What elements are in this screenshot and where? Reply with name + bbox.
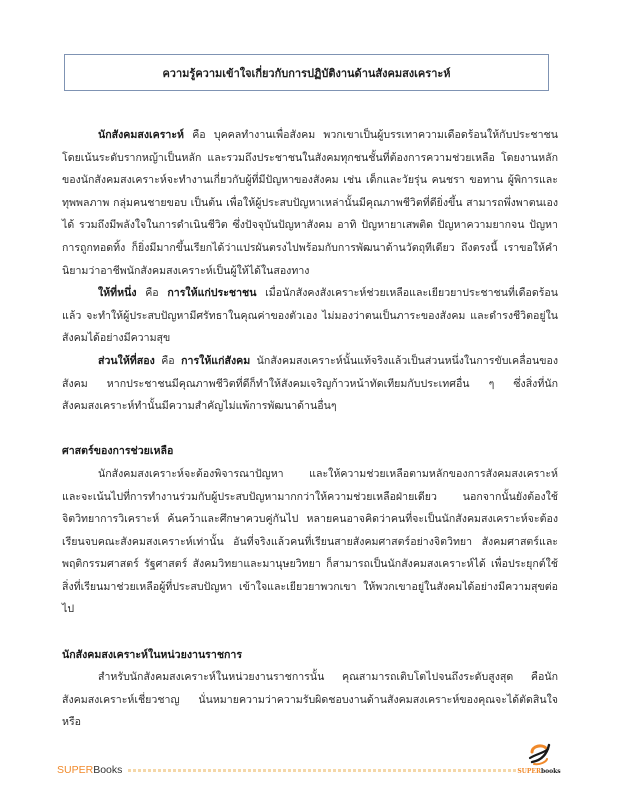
first-text: เมื่อนักสังคงสังเคราะห์ช่วยเหลือและเยียวยาประชาชนที่เดือดร้อนแล้ว จะทำให้ผู้ประสบปัญหามีศรัทธาในคุณค่าของตัวเอง ไม่มองว่าตนเป็นภาระของสังคม และดำรงชีวิตอยู่ในสังคมได้อย่างมีความสุข [62, 287, 559, 345]
section-paragraph-science-of-helping: นักสังคมสงเคราะห์จะต้องพิจารณาปัญหา และให้ความช่วยเหลือตามหลักของการสังคมสงเคราะห์ และจะเน้นไปที่การทำงานร่วมกับผู้ประสบปัญหามากกว่าให้ความช่วยเหลือฝ่ายเดียว นอกจากนั้นยังต้องใช้จิตวิทยาการวิเคราะห์ ค้นคว้าและศึกษาควบคู่กันไป หลายคนอาจคิดว่าคนที่จะเป็นนักสังคมสงเคราะห์จะต้องเรียนจบคณะสังคมสงเคราะห์เท่านั้น อันที่จริงแล้วคนที่เรียนสายสังคมศาสตร์อย่างจิตวิทยา สังคมศาสตร์และพฤติกรรมศาสตร์ รัฐศาสตร์ สังคมวิทยาและมานุษยวิทยา ก็สามารถเป็นนักสังคมสงเคราะห์ได้ เพื่อประยุกต์ใช้สิ่งที่เรียนมาช่วยเหลือผู้ที่ประสบปัญหา เข้าใจและเยียวยาพวกเขา ให้พวกเขาอยู่ในสังคมได้อย่างมีความสุขต่อไป [62, 467, 558, 616]
footer-dotted-rule [128, 769, 517, 772]
brand-super: SUPER [57, 764, 94, 776]
logo-super: SUPER [517, 768, 541, 775]
spacer [62, 621, 558, 644]
title-box [64, 54, 549, 91]
first-term: การให้แก่ประชาชน [167, 287, 257, 300]
logo-books: books [540, 768, 561, 775]
page-footer [57, 760, 517, 780]
first-giving-paragraph [62, 282, 558, 350]
section-heading-science-of-helping: ศาสตร์ของการช่วยเหลือ [62, 445, 174, 458]
second-text: นักสังคมสงเคราะห์นั้นแท้จริงแล้วเป็นส่วนหนึ่งในการขับเคลื่อนของสังคม หากประชาชนมีคุณภาพชีวิตที่ดีก็ทำให้สังคมเจริญก้าวหน้าทัดเทียมกับประเทศอื่น ๆ ซึ่งสิ่งที่นักสังคมสงเคราะห์ทำนั้นมีความสำคัญไม่แพ้การพัฒนาด้านอื่นๆ [62, 354, 558, 413]
second-is: คือ [154, 354, 182, 367]
swoosh-logo-icon [526, 743, 552, 767]
document-body [62, 124, 558, 734]
spacer [62, 418, 558, 441]
document-title: ความรู้ความเข้าใจเกี่ยวกับการปฏิบัติงานด้านสังคมสงเคราะห์ [162, 66, 451, 80]
logo-label [514, 768, 564, 775]
first-is: คือ [136, 287, 168, 300]
second-giving-paragraph [62, 350, 558, 418]
first-lead: ให้ที่หนึ่ง [98, 287, 137, 300]
intro-term: นักสังคมสงเคราะห์ [98, 129, 185, 141]
second-term: การให้แก่สังคม [181, 354, 251, 367]
section-heading-government-social-worker: นักสังคมสงเคราะห์ในหน่วยงานราชการ [62, 648, 243, 661]
brand-books: Books [93, 764, 123, 776]
superbooks-logo [514, 743, 564, 779]
intro-paragraph [62, 124, 558, 282]
footer-brand [57, 764, 122, 776]
section-paragraph-government-social-worker: สำหรับนักสังคมสงเคราะห์ในหน่วยงานราชการนั้น คุณสามารถเติบโตไปจนถึงระดับสูงสุด คือนักสังคมสงเคราะห์เชี่ยวชาญ นั่นหมายความว่าความรับผิดชอบงานด้านสังคมสงเคราะห์ของคุณจะได้ตัดสินใจหรือ [62, 671, 558, 729]
second-lead: ส่วนให้ที่สอง [98, 354, 155, 367]
intro-text: คือ บุคคลทำงานเพื่อสังคม พวกเขาเป็นผู้บรรเทาความเดือดร้อนให้กับประชาชนโดยเน้นระดับรากหญ้าเป็นหลัก และรวมถึงประชาชนในสังคมทุกชนชั้นที่ต้องการความช่วยเหลือ โดยงานหลักของนักสังคมสงเคราะห์จะทำงานเกี่ยวกับผู้ที่มีปัญหาของสังคม เช่น เด็กและวัยรุ่น คนชรา ขอทาน ผู้พิการและทุพพลภาพ กลุ่มคนชายขอบ เป็นต้น เพื่อให้ผู้ประสบปัญหาเหล่านั้นมีคุณภาพชีวิตที่ดียิ่งขึ้น สามารถพึ่งพาตนเองได้ รวมถึงมีพลังใจในการดำเนินชีวิต ซึ่งปัจจุบันปัญหาสังคม อาทิ ปัญหายาเสพติด ปัญหาความยากจน ปัญหาการถูกทอดทิ้ง ก็ยิ่งมีมากขึ้นเรียกได้ว่าแปรผันตรงไปพร้อมกับการพัฒนาด้านวัตถุทีเดียว ถึงตรงนี้ เราขอให้คำนิยามว่าอาชีพนักสังคมสงเคราะห์เป็นผู้ให้ได้ในสองทาง [62, 129, 558, 277]
